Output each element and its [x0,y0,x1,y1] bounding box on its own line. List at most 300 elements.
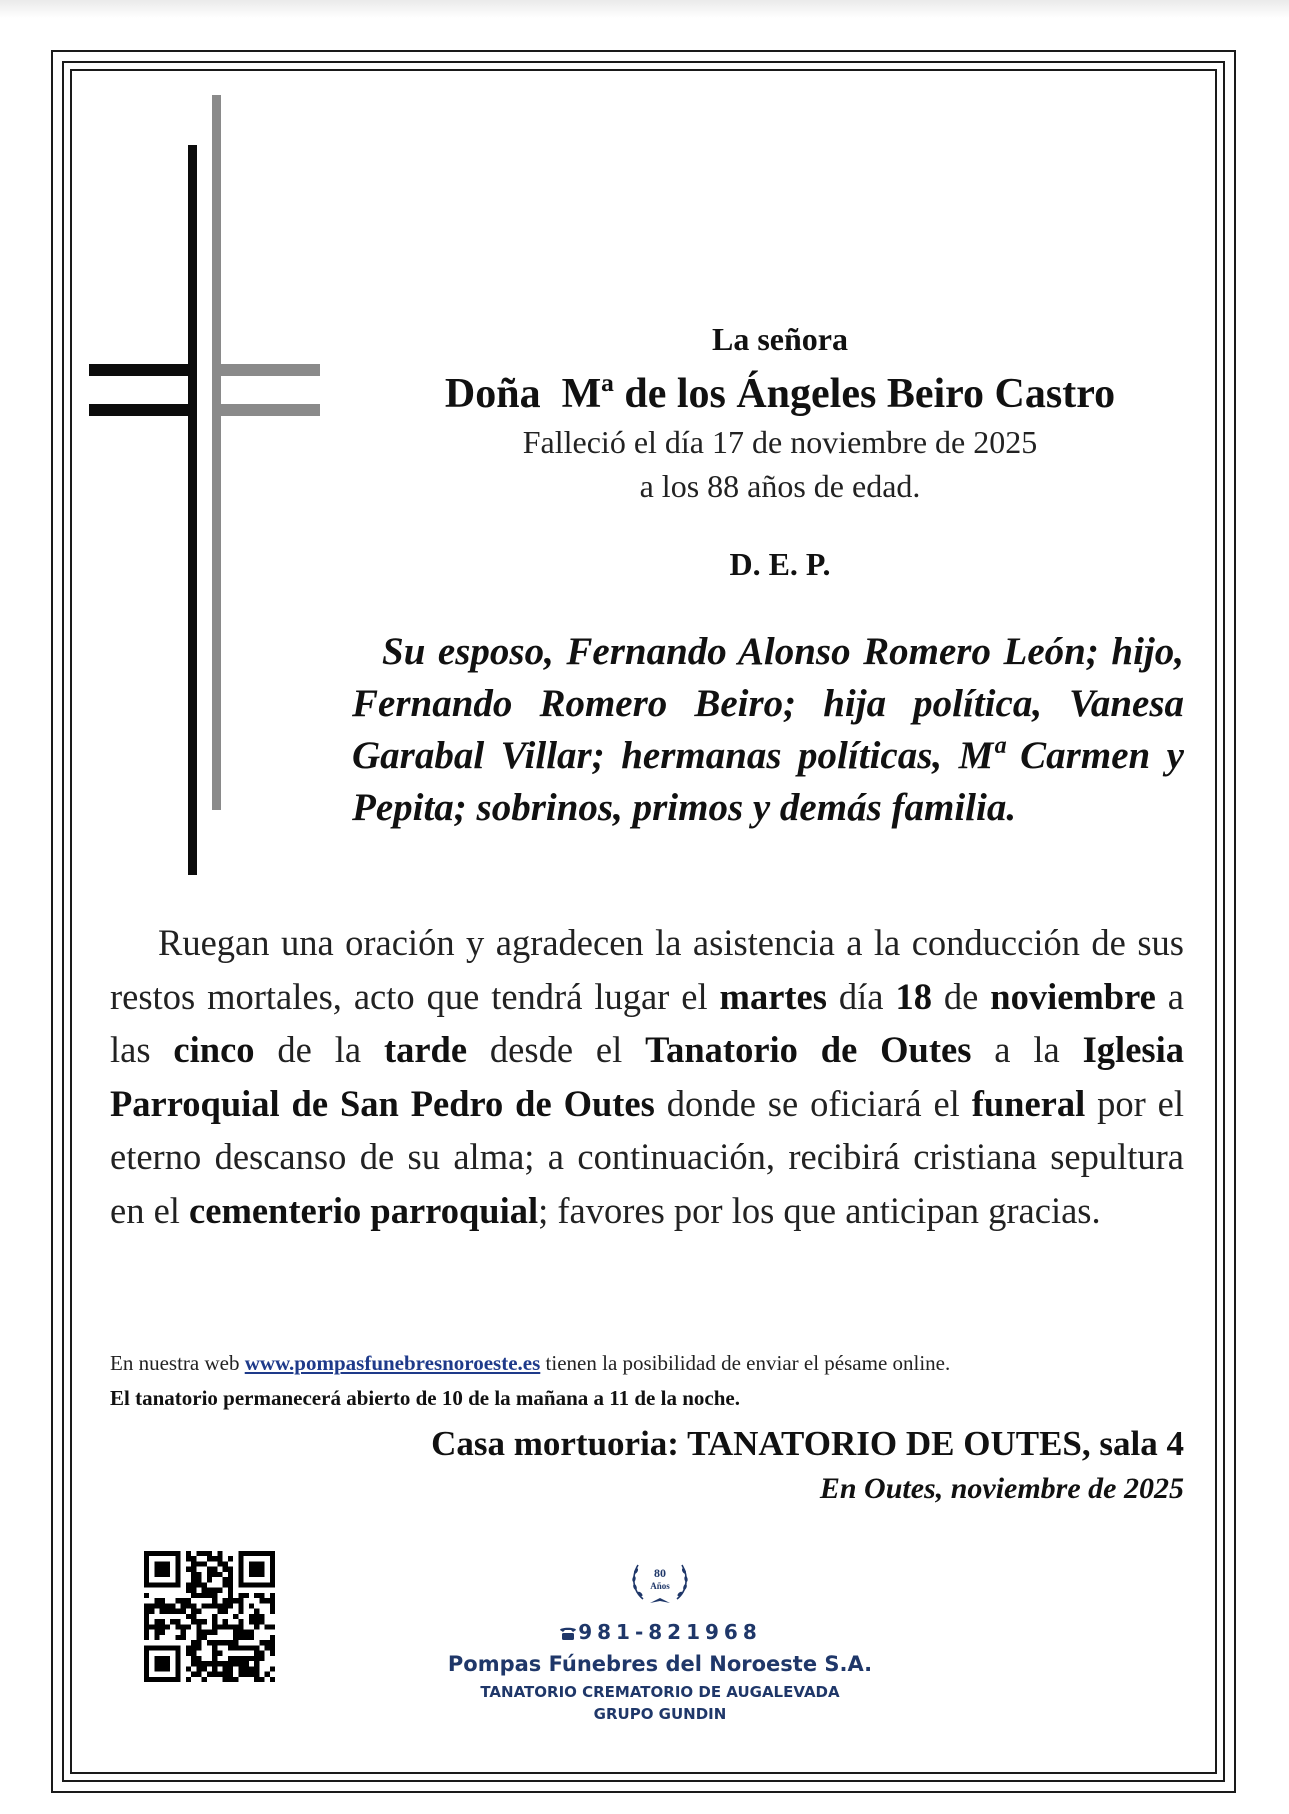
qr-module [223,1603,228,1608]
qr-module [233,1645,238,1650]
anniversary-badge-icon [625,1551,695,1611]
qr-module [212,1640,217,1645]
qr-module [181,1630,186,1635]
qr-module [207,1572,212,1577]
qr-module [217,1651,222,1656]
qr-module [212,1630,217,1635]
qr-module [228,1588,233,1593]
qr-module [223,1666,228,1671]
qr-module [270,1635,275,1640]
qr-module [270,1640,275,1645]
qr-module [170,1609,175,1614]
qr-module [233,1677,238,1682]
qr-module [228,1677,233,1682]
qr-module [217,1588,222,1593]
qr-module [212,1656,217,1661]
qr-module [265,1640,270,1645]
qr-module [228,1661,233,1666]
qr-module [217,1551,222,1556]
ceremony-segment: Tanatorio de Outes [645,1029,972,1070]
qr-module [217,1572,222,1577]
qr-module [212,1603,217,1608]
qr-module [196,1624,201,1629]
qr-module [249,1603,254,1608]
qr-module [259,1677,264,1682]
qr-module [265,1598,270,1603]
qr-module [207,1588,212,1593]
qr-module [228,1556,233,1561]
qr-module [196,1593,201,1598]
qr-module [165,1609,170,1614]
qr-module [244,1635,249,1640]
qr-module [270,1593,275,1598]
qr-module [244,1661,249,1666]
qr-module [254,1666,259,1671]
ceremony-segment: día [826,975,896,1017]
qr-module [170,1619,175,1624]
qr-module [186,1556,191,1561]
qr-module [244,1645,249,1650]
qr-module [233,1630,238,1635]
qr-module [160,1619,165,1624]
qr-module [228,1672,233,1677]
rip-line: D. E. P. [729,546,831,582]
qr-module [149,1603,154,1608]
qr-module [244,1656,249,1661]
phone-line [380,1617,940,1647]
cross-icon [85,95,325,885]
qr-module [160,1609,165,1614]
qr-module [249,1630,254,1635]
qr-module [191,1661,196,1666]
qr-module [144,1609,149,1614]
qr-module [202,1561,207,1566]
qr-module [238,1661,243,1666]
cross-black-vertical [188,145,197,875]
qr-module [228,1598,233,1603]
qr-module [175,1619,180,1624]
qr-module [202,1661,207,1666]
web-suffix: tienen la posibilidad de enviar el pésame online. [540,1351,951,1375]
qr-code-icon[interactable] [141,1551,278,1682]
qr-module [196,1672,201,1677]
qr-module [259,1656,264,1661]
qr-module [196,1640,201,1645]
qr-module [228,1577,233,1582]
qr-module [207,1577,212,1582]
qr-module [223,1561,228,1566]
qr-module [217,1556,222,1561]
qr-module [154,1598,159,1603]
qr-module [228,1624,233,1629]
qr-module [259,1651,264,1656]
qr-module [154,1635,159,1640]
qr-module [270,1651,275,1656]
qr-module [196,1645,201,1650]
qr-module [233,1640,238,1645]
qr-module [207,1603,212,1608]
qr-module [212,1588,217,1593]
qr-module [238,1598,243,1603]
qr-module [233,1656,238,1661]
qr-module [144,1593,149,1598]
qr-module [249,1656,254,1661]
qr-module [254,1614,259,1619]
cross-black-arm-top [89,364,197,376]
qr-module [223,1661,228,1666]
qr-module [202,1666,207,1671]
ceremony-segment: cinco [173,1029,255,1070]
qr-module [154,1561,170,1577]
qr-module [191,1651,196,1656]
qr-module [212,1661,217,1666]
ceremony-segment: 18 [895,975,932,1017]
ceremony-segment: a la [971,1029,1083,1070]
qr-module [207,1630,212,1635]
qr-module [202,1588,207,1593]
qr-module [217,1640,222,1645]
website-link[interactable]: www.pompasfunebresnoroeste.es [244,1351,541,1375]
qr-module [196,1666,201,1671]
phone-number[interactable]: 981-821968 [578,1620,762,1644]
qr-module [165,1603,170,1608]
qr-module [181,1624,186,1629]
qr-module [181,1603,186,1608]
qr-module [249,1614,254,1619]
qr-module [238,1635,243,1640]
qr-module [165,1624,170,1629]
qr-module [175,1635,180,1640]
qr-module [254,1609,259,1614]
qr-module [217,1561,222,1566]
qr-module [212,1672,217,1677]
qr-module [270,1624,275,1629]
qr-module [249,1561,265,1577]
ceremony-segment: Ruegan una oración y agradecen la asistencia a la conducción de sus restos mortales, acto que tendrá lugar el [110,922,1184,1017]
qr-module [186,1588,191,1593]
qr-module [233,1598,238,1603]
qr-module [202,1635,207,1640]
qr-module [259,1614,264,1619]
qr-module [233,1661,238,1666]
qr-module [144,1635,149,1640]
qr-module [217,1661,222,1666]
deceased-name: Doña Mª de los Ángeles Beiro Castro [444,371,1116,417]
qr-module [244,1666,249,1671]
qr-module [228,1640,233,1645]
qr-module [191,1619,196,1624]
qr-module [207,1593,212,1598]
qr-module [202,1603,207,1608]
qr-module [249,1672,254,1677]
qr-module [238,1603,243,1608]
qr-module [223,1609,228,1614]
qr-module [196,1630,201,1635]
qr-module [270,1666,275,1671]
qr-module [144,1603,149,1608]
qr-module [233,1614,238,1619]
ceremony-segment: cementerio parroquial [189,1189,539,1231]
qr-module [191,1582,196,1587]
qr-module [228,1582,233,1587]
qr-module [191,1603,196,1608]
family-list: Su esposo, Fernando Alonso Romero León; hijo, Fernando Romero Beiro; hija política, Vanesa Garabal Villar; hermanas políticas, Mª Carmen y Pepita; sobrinos, primos y demás familia. [352,630,1184,829]
qr-module [144,1624,149,1629]
opening-hours: El tanatorio permanecerá abierto de 10 de la mañana a 11 de la noche. [110,1386,740,1410]
qr-module [254,1651,259,1656]
qr-module [212,1567,217,1572]
ceremony-segment: tarde [383,1029,468,1070]
notice-header [380,312,1180,584]
qr-module [254,1677,259,1682]
place-date: En Outes, noviembre de 2025 [819,1472,1184,1505]
qr-module [265,1624,270,1629]
web-prefix: En nuestra web [110,1351,245,1375]
phone-icon [558,1625,578,1641]
age-line: a los 88 años de edad. [639,468,921,504]
qr-module [228,1656,233,1661]
qr-module [212,1666,217,1671]
qr-module [223,1677,228,1682]
qr-module [238,1630,243,1635]
qr-module [212,1624,217,1629]
ceremony-segment: funeral [971,1082,1086,1124]
qr-module [202,1677,207,1682]
qr-module [191,1556,196,1561]
cross-gray-arm-bottom [212,404,320,416]
qr-module [244,1630,249,1635]
qr-module [186,1614,191,1619]
qr-module [249,1666,254,1671]
qr-module [223,1598,228,1603]
qr-module [202,1630,207,1635]
qr-module [238,1656,243,1661]
qr-module [202,1551,207,1556]
qr-module [191,1645,196,1650]
funeral-home-footer [380,1551,940,1725]
qr-module [207,1672,212,1677]
qr-module [228,1593,233,1598]
qr-module [233,1624,238,1629]
cross-black-arm-bottom [89,404,197,416]
qr-module [217,1609,222,1614]
qr-module [202,1619,207,1624]
qr-module [191,1614,196,1619]
qr-module [270,1603,275,1608]
qr-module [249,1645,254,1650]
qr-module [186,1651,191,1656]
death-date-line: Falleció el día 17 de noviembre de 2025 [522,424,1038,460]
ceremony-paragraph [110,916,1184,1237]
qr-module [259,1598,264,1603]
qr-module [160,1624,165,1629]
qr-module [223,1619,228,1624]
top-shade [0,0,1289,18]
qr-module [186,1582,191,1587]
qr-module [191,1609,196,1614]
qr-module [196,1577,201,1582]
qr-module [149,1624,154,1629]
qr-module [202,1593,207,1598]
qr-module [223,1640,228,1645]
qr-module [254,1619,259,1624]
qr-module [191,1561,196,1566]
group-name: GRUPO GUNDIN [593,1705,727,1723]
qr-module [228,1603,233,1608]
qr-module [254,1672,259,1677]
qr-module [160,1598,165,1603]
qr-module [238,1609,243,1614]
qr-module [191,1572,196,1577]
qr-module [212,1614,217,1619]
qr-module [196,1619,201,1624]
ceremony-segment: desde el [467,1029,646,1070]
web-condolence-line [110,1349,1184,1377]
qr-module [228,1645,233,1650]
ceremony-segment: de la [254,1029,384,1070]
qr-module [254,1661,259,1666]
crematorium-name: TANATORIO CREMATORIO DE AUGALEVADA [480,1683,840,1701]
qr-module [160,1630,165,1635]
qr-module [270,1645,275,1650]
qr-module [212,1598,217,1603]
qr-module [265,1672,270,1677]
casa-mortuoria: Casa mortuoria: TANATORIO DE OUTES, sala 4 [431,1424,1184,1463]
qr-module [270,1677,275,1682]
qr-module [223,1582,228,1587]
qr-module [149,1609,154,1614]
qr-module [259,1619,264,1624]
qr-module [144,1614,149,1619]
qr-module [212,1572,217,1577]
qr-module [223,1577,228,1582]
qr-module [217,1624,222,1629]
qr-module [254,1656,259,1661]
qr-module [212,1645,217,1650]
qr-module [181,1598,186,1603]
ceremony-segment: de [931,975,991,1017]
qr-module [191,1593,196,1598]
qr-module [238,1619,243,1624]
qr-module [238,1666,243,1671]
qr-module [244,1593,249,1598]
qr-module [207,1551,212,1556]
qr-module [186,1551,191,1556]
qr-module [228,1567,233,1572]
qr-module [207,1661,212,1666]
qr-module [223,1624,228,1629]
badge-number: 80 [654,1566,666,1580]
qr-module [249,1619,254,1624]
qr-module [186,1666,191,1671]
qr-module [238,1645,243,1650]
qr-module [196,1572,201,1577]
qr-module [270,1598,275,1603]
qr-module [249,1635,254,1640]
qr-module [233,1635,238,1640]
qr-module [154,1630,159,1635]
intro-line: La señora [712,321,848,357]
qr-module [238,1593,243,1598]
qr-module [244,1672,249,1677]
ceremony-segment: por el eterno descanso de su alma; a continuación, recibirá cristiana sepultura en el [110,1082,1185,1231]
qr-module [154,1603,159,1608]
qr-module [160,1603,165,1608]
qr-module [202,1582,207,1587]
qr-module [212,1556,217,1561]
qr-module [144,1630,149,1635]
qr-module [154,1619,159,1624]
qr-module [191,1588,196,1593]
qr-module [196,1635,201,1640]
qr-module [254,1593,259,1598]
cross-gray-vertical [212,95,221,810]
qr-module [186,1624,191,1629]
qr-module [196,1582,201,1587]
qr-module [254,1624,259,1629]
qr-module [191,1577,196,1582]
ceremony-segment: a las [110,975,1184,1070]
qr-module [175,1609,180,1614]
qr-module [238,1672,243,1677]
qr-module [223,1672,228,1677]
qr-module [196,1551,201,1556]
qr-module [254,1645,259,1650]
qr-module [223,1567,228,1572]
qr-module [186,1645,191,1650]
ceremony-segment: Iglesia Parroquial de San Pedro de Outes [110,1029,1184,1124]
qr-module [238,1624,243,1629]
ceremony-segment: noviembre [990,975,1156,1017]
qr-module [196,1661,201,1666]
qr-module [181,1635,186,1640]
qr-module [212,1619,217,1624]
qr-module [196,1609,201,1614]
cross-gray-arm-top [212,364,320,376]
qr-module [186,1598,191,1603]
qr-module [186,1567,191,1572]
qr-module [207,1640,212,1645]
qr-module [191,1640,196,1645]
qr-module [212,1651,217,1656]
qr-module [154,1624,159,1629]
qr-module [175,1598,180,1603]
qr-module [259,1640,264,1645]
qr-module [186,1677,191,1682]
qr-module [191,1656,196,1661]
qr-module [265,1645,270,1650]
ceremony-segment: ; favores por los que anticipan gracias. [538,1189,1101,1231]
qr-module [191,1672,196,1677]
company-name: Pompas Fúnebres del Noroeste S.A. [447,1652,873,1676]
qr-module [212,1593,217,1598]
ceremony-segment: donde se oficiará el [654,1082,972,1124]
qr-module [196,1561,201,1566]
qr-module [191,1567,196,1572]
qr-module [196,1656,201,1661]
qr-module [217,1672,222,1677]
badge-word: Años [650,1581,670,1591]
qr-module [207,1556,212,1561]
qr-module [217,1603,222,1608]
qr-module [186,1603,191,1608]
qr-module [207,1567,212,1572]
qr-module [270,1609,275,1614]
qr-module [170,1603,175,1608]
qr-module [228,1666,233,1671]
qr-module [228,1572,233,1577]
qr-module [175,1624,180,1629]
